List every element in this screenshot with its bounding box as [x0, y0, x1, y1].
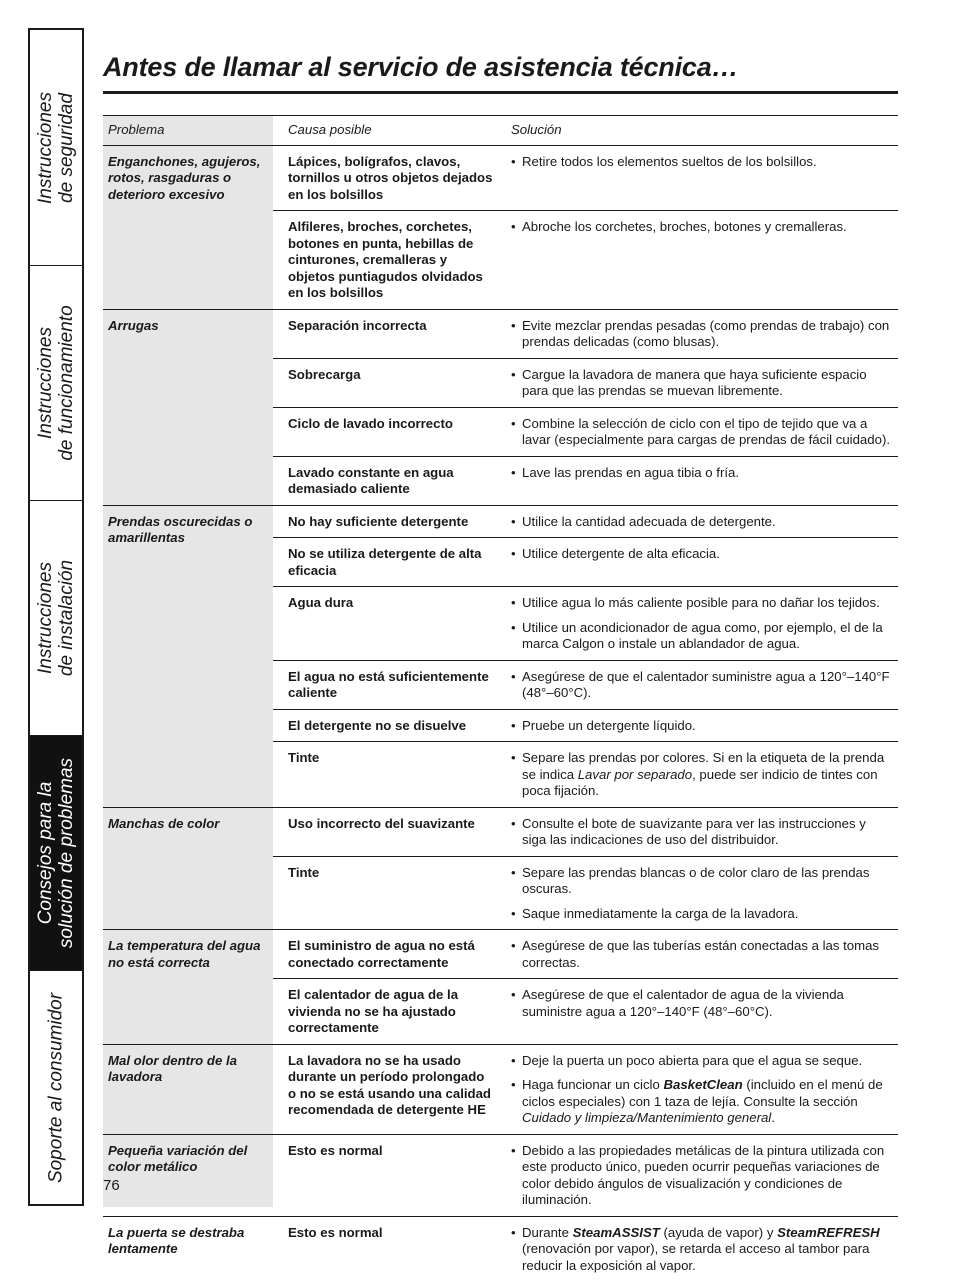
solution-cell [501, 309, 898, 358]
solution-cell [501, 145, 898, 211]
header-problem: Problema [103, 116, 273, 146]
solution-strong: BasketClean [663, 1077, 743, 1092]
solution-bullet: • Utilice un acondicionador de agua como, por ejemplo, el de la marca Calgon o instale un ablandador de agua. [511, 620, 893, 653]
cause-cell: Ciclo de lavado incorrecto [273, 407, 501, 456]
solution-bullet: • Utilice agua lo más caliente posible para no dañar los tejidos. [511, 595, 893, 612]
problem-cell: Arrugas [103, 309, 273, 505]
tab-soporte-al-consumidor[interactable] [30, 971, 82, 1204]
solution-cell [501, 856, 898, 930]
tab-label-line1: Instrucciones [35, 327, 56, 439]
tab-label-line2: de seguridad [56, 92, 77, 203]
tab-instrucciones-de-instalacion[interactable] [30, 501, 82, 736]
header-solution: Solución [501, 116, 898, 146]
table-row [103, 309, 898, 358]
troubleshooting-table [103, 115, 898, 1281]
solution-text: Separe las prendas por colores. Si en la etiqueta de la prenda se indica [522, 750, 885, 782]
cause-cell: Lápices, bolígrafos, clavos, tornillos u otros objetos dejados en los bolsillos [273, 145, 501, 211]
tab-label-line2: de instalación [56, 559, 77, 677]
title-divider [103, 91, 898, 94]
solution-cell [501, 1044, 898, 1134]
table-row [103, 930, 898, 979]
cause-cell: Tinte [273, 742, 501, 808]
solution-emphasis: Lavar por separado [577, 766, 693, 782]
solution-cell [501, 456, 898, 505]
cause-cell: No se utiliza detergente de alta eficacia [273, 538, 501, 587]
cause-cell: La lavadora no se ha usado durante un período prolongado o no se está usando una calidad recomendada de detergente HE [273, 1044, 501, 1134]
solution-text: (renovación por vapor), se retarda el acceso al tambor para reducir la exposición al vapor. [522, 1241, 870, 1273]
tab-label-line1: Soporte al consumidor [45, 992, 67, 1183]
page-number: 76 [103, 1177, 120, 1194]
solution-strong: SteamASSIST [572, 1224, 660, 1240]
problem-cell: Pequeña variación del color metálico [103, 1134, 273, 1216]
cause-cell: No hay suficiente detergente [273, 505, 501, 538]
solution-bullet: • Evite mezclar prendas pesadas (como prendas de trabajo) con prendas delicadas (como blusas). [511, 318, 893, 351]
tab-label-line2: solución de problemas [56, 757, 77, 949]
cause-cell: Separación incorrecta [273, 309, 501, 358]
solution-text: (incluido en el menú de ciclos especiales) con 1 taza de lejía. Consulte la sección [522, 1077, 883, 1109]
solution-emphasis: Cuidado y limpieza/Mantenimiento general [522, 1110, 772, 1125]
solution-cell [501, 1216, 898, 1281]
solution-bullet: • Retire todos los elementos sueltos de los bolsillos. [511, 154, 893, 171]
table-row [103, 1216, 898, 1281]
table-row [103, 1044, 898, 1134]
solution-cell [501, 505, 898, 538]
solution-cell [501, 930, 898, 979]
cause-cell: El agua no está suficientemente caliente [273, 660, 501, 709]
table-row [103, 1134, 898, 1216]
solution-cell [501, 407, 898, 456]
problem-cell: La puerta se destraba lentamente [103, 1216, 273, 1281]
solution-cell [501, 660, 898, 709]
solution-bullet [511, 1225, 893, 1275]
solution-bullet: • Combine la selección de ciclo con el tipo de tejido que va a lavar (especialmente para cargas de prendas de fácil cuidado). [511, 416, 893, 449]
tab-consejos-solucion-de-problemas[interactable] [30, 736, 82, 971]
solution-text: Haga funcionar un ciclo [522, 1077, 664, 1092]
tab-label-line1: Instrucciones [35, 562, 56, 674]
solution-cell [501, 709, 898, 742]
problem-cell: La temperatura del agua no está correcta [103, 930, 273, 1045]
solution-bullet: • Saque inmediatamente la carga de la lavadora. [511, 906, 893, 923]
solution-text: Durante [522, 1224, 573, 1240]
solution-bullet: • Asegúrese de que las tuberías están conectadas a las tomas correctas. [511, 938, 893, 971]
solution-bullet [511, 1077, 893, 1127]
solution-cell [501, 742, 898, 808]
cause-cell: Esto es normal [273, 1134, 501, 1216]
solution-bullet: • Utilice la cantidad adecuada de detergente. [511, 514, 893, 531]
page-title: Antes de llamar al servicio de asistencia técnica… [103, 52, 739, 82]
tab-instrucciones-de-funcionamiento[interactable] [30, 266, 82, 501]
solution-cell [501, 1134, 898, 1216]
cause-cell: Agua dura [273, 587, 501, 661]
cause-cell: El calentador de agua de la vivienda no se ha ajustado correctamente [273, 979, 501, 1045]
solution-bullet: • Cargue la lavadora de manera que haya suficiente espacio para que las prendas se muevan libremente. [511, 367, 893, 400]
solution-bullet: • Abroche los corchetes, broches, botones y cremalleras. [511, 219, 893, 236]
cause-cell: Sobrecarga [273, 358, 501, 407]
solution-text: (ayuda de vapor) y [659, 1224, 778, 1240]
solution-cell [501, 211, 898, 310]
solution-bullet: • Deje la puerta un poco abierta para que el agua se seque. [511, 1053, 893, 1070]
table-row [103, 807, 898, 856]
solution-cell [501, 538, 898, 587]
solution-strong: SteamREFRESH [777, 1224, 880, 1240]
solution-bullet: • Asegúrese de que el calentador de agua de la vivienda suministre agua a 120°–140°F (48°–60°C). [511, 987, 893, 1020]
header-cause: Causa posible [273, 116, 501, 146]
problem-cell: Enganchones, agujeros, rotos, rasgaduras o deterioro excesivo [103, 145, 273, 309]
tab-label-line1: Instrucciones [35, 91, 56, 204]
solution-bullet: • Separe las prendas blancas o de color claro de las prendas oscuras. [511, 865, 893, 898]
cause-cell: Lavado constante en agua demasiado caliente [273, 456, 501, 505]
solution-cell [501, 358, 898, 407]
solution-text: . [771, 1110, 775, 1125]
tab-label-line2: de funcionamiento [56, 305, 77, 461]
solution-bullet: • Lave las prendas en agua tibia o fría. [511, 465, 893, 482]
problem-cell: Mal olor dentro de la lavadora [103, 1044, 273, 1134]
solution-cell [501, 979, 898, 1045]
solution-bullet: • Utilice detergente de alta eficacia. [511, 546, 893, 563]
solution-text: , puede ser indicio de tintes con poca fijación. [522, 766, 878, 798]
table-row [103, 505, 898, 538]
cause-cell: El suministro de agua no está conectado correctamente [273, 930, 501, 979]
problem-cell: Prendas oscurecidas o amarillentas [103, 505, 273, 807]
solution-bullet: • Consulte el bote de suavizante para ver las instrucciones y siga las indicaciones de uso del distribuidor. [511, 816, 893, 849]
solution-bullet: • Pruebe un detergente líquido. [511, 718, 893, 735]
cause-cell: Esto es normal [273, 1216, 501, 1281]
table-row [103, 145, 898, 211]
cause-cell: Alfileres, broches, corchetes, botones en punta, hebillas de cinturones, cremalleras y objetos puntiagudos olvidados en los bolsillos [273, 211, 501, 310]
side-tabs [28, 28, 84, 1206]
tab-instrucciones-de-seguridad[interactable] [30, 30, 82, 266]
solution-cell [501, 807, 898, 856]
cause-cell: Tinte [273, 856, 501, 930]
solution-bullet: • Asegúrese de que el calentador suministre agua a 120°–140°F (48°–60°C). [511, 669, 893, 702]
cause-cell: El detergente no se disuelve [273, 709, 501, 742]
tab-label-line1: Consejos para la [35, 781, 56, 925]
problem-cell: Manchas de color [103, 807, 273, 930]
solution-bullet [511, 750, 893, 800]
solution-cell [501, 587, 898, 661]
solution-bullet: • Debido a las propiedades metálicas de la pintura utilizada con este producto único, pueden ocurrir pequeñas variaciones de color debido ángulos de visualización y condiciones de iluminación. [511, 1143, 893, 1209]
table-header-row [103, 116, 898, 146]
cause-cell: Uso incorrecto del suavizante [273, 807, 501, 856]
